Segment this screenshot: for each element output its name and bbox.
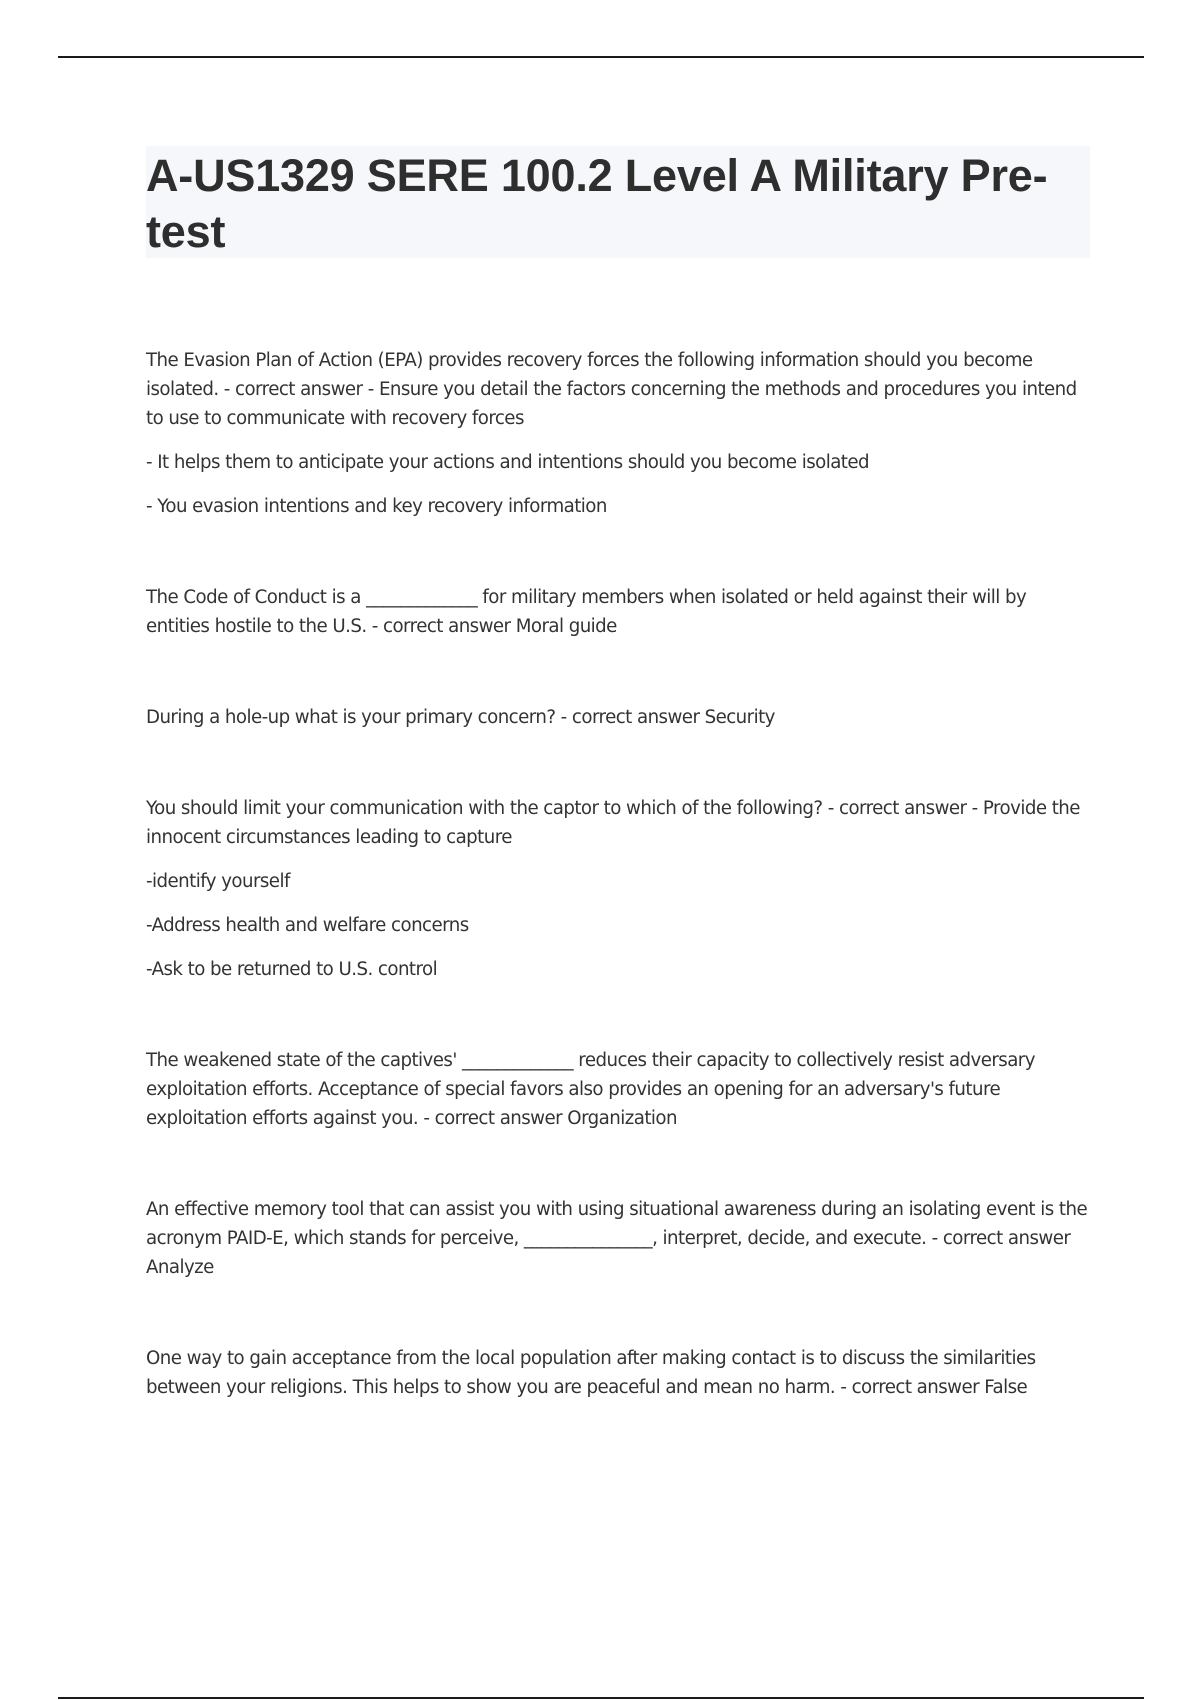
- qa-list: [146, 346, 1092, 1402]
- qa-item: [146, 583, 1092, 641]
- bottom-rule: [58, 1697, 1144, 1699]
- document-title: A-US1329 SERE 100.2 Level A Military Pre-test: [146, 150, 1048, 257]
- answer-line: -identify yourself: [146, 871, 290, 892]
- top-rule: [58, 56, 1144, 58]
- qa-item: [146, 794, 1092, 984]
- answer-line: - It helps them to anticipate your actions and intentions should you become isolated: [146, 452, 870, 473]
- question-text: You should limit your communication with the captor to which of the following? - correct answer - Provide the innocent circumstances leading to capture: [146, 798, 1080, 848]
- qa-item: [146, 703, 1092, 732]
- answer-line: -Ask to be returned to U.S. control: [146, 959, 438, 980]
- question-text: During a hole-up what is your primary concern? - correct answer Security: [146, 707, 775, 728]
- question-text: The Code of Conduct is a _____________ for military members when isolated or held against their will by entities hostile to the U.S. - correct answer Moral guide: [146, 587, 1027, 637]
- qa-item: [146, 1195, 1092, 1282]
- qa-item: [146, 1046, 1092, 1133]
- qa-item: [146, 346, 1092, 521]
- question-text: The weakened state of the captives' _____________ reduces their capacity to collectively resist adversary exploitation efforts. Acceptance of special favors also provides an opening for an adversary's future exploitation efforts against you. - correct answer Organization: [146, 1050, 1035, 1129]
- question-text: An effective memory tool that can assist you with using situational awareness during an isolating event is the acronym PAID-E, which stands for perceive, _______________, interpret, decide, and execute. - correct answer Analyze: [146, 1199, 1088, 1278]
- answer-line: -Address health and welfare concerns: [146, 915, 469, 936]
- question-text: One way to gain acceptance from the local population after making contact is to discuss the similarities between your religions. This helps to show you are peaceful and mean no harm. - correct answer False: [146, 1348, 1036, 1398]
- qa-item: [146, 1344, 1092, 1402]
- question-text: The Evasion Plan of Action (EPA) provides recovery forces the following information should you become isolated. - correct answer - Ensure you detail the factors concerning the methods and procedures you intend to use to communicate with recovery forces: [146, 350, 1077, 429]
- answer-line: - You evasion intentions and key recovery information: [146, 496, 607, 517]
